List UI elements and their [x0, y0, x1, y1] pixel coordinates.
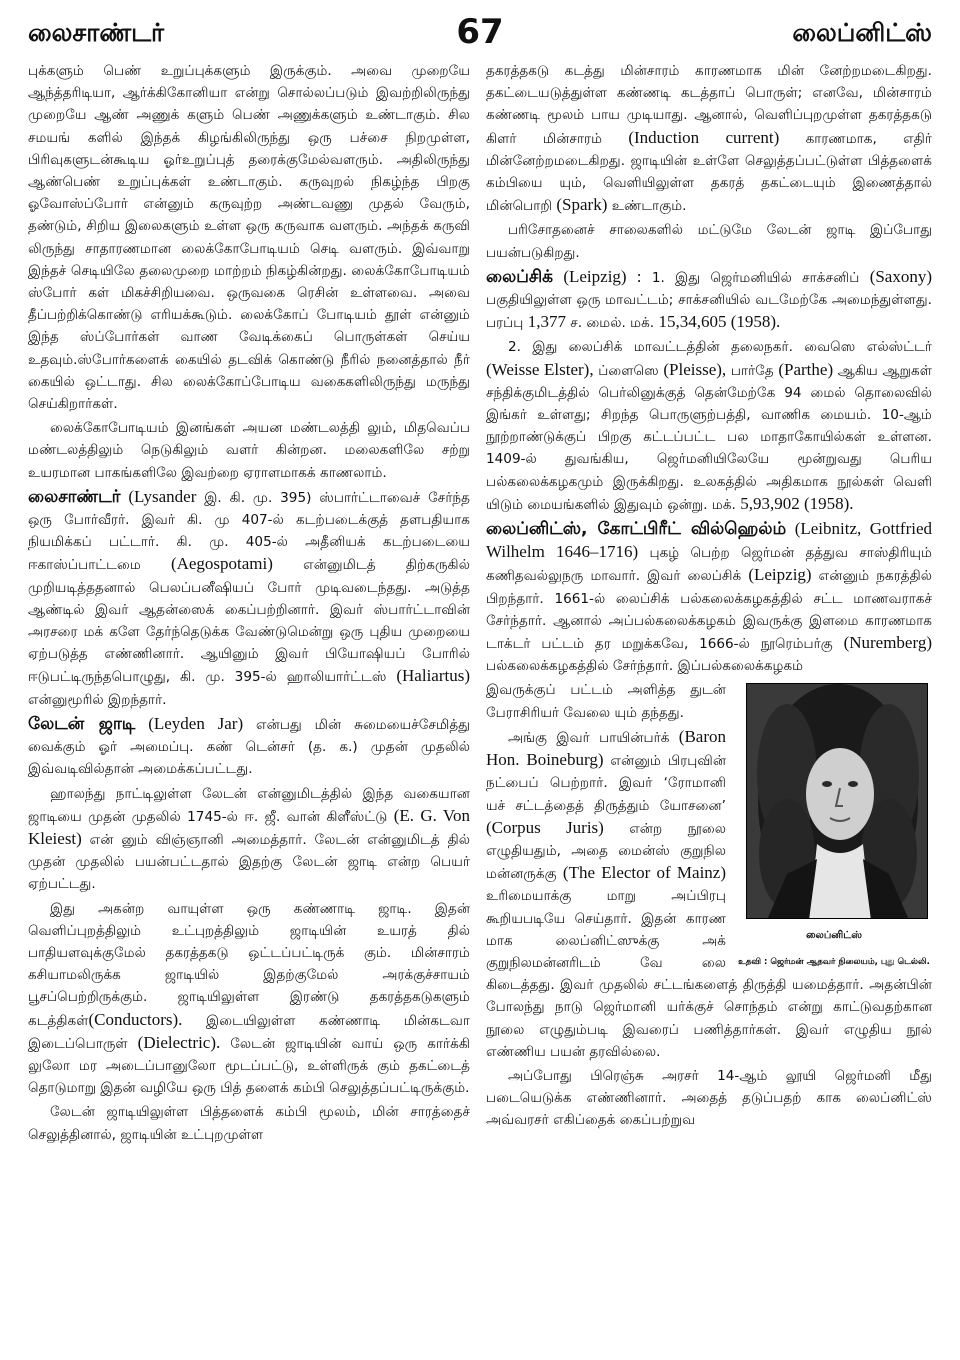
induction-current-english: (Induction current) [628, 127, 780, 147]
leibnitz-paragraph-4: அப்போது பிரெஞ்சு அரசர் 14-ஆம் லூயி ஜெர்மனி மீது படையெடுக்க எண்ணினார். அதைத் தடுப்பதற் காக லைப்னிட்ஸ் அவ்வரசர் எகிப்தைக் கைப்பற்றுவ [486, 1067, 932, 1129]
leibnitz-paragraph-3: அங்கு இவர் பாயின்பர்க் (Baron Hon. Boineburg) என்னும் பிரபுவின் நட்பைப் பெற்றார். இவர் ‘ரோமானி யச் சட்டத்தைத் திருத்தும் யோசனை’ (Corpus Juris) என்ற நூலை எழுதியதும், அதை மைன்ஸ் குறுநில மன்னருக்கு (The Elector of Mainz) உரிமையாக்கு மாறு அப்பிரபு கூறியபடியே செய்தார். இதன் காரண மாக லைப்னிட்ஸுக்கு அக் குறுநிலமன்னரிடம் வே லை கிடைத்தது. இவர் முதலில் சட்டங்களைத் திருத்தி யமைத்தார். அதன்பின் போலந்து நாடு ஜெர்மானி யர்க்குச் சொந்தம் என்று காட்டுவதற்கான நூலை எழுதும்படி இவரைப் பணித்தார்கள். இவர் எழுதிய நூல் எண்ணிய பயன் தரவில்லை. [486, 726, 932, 1060]
page-number: 67 [456, 12, 504, 52]
entry-leyden-jar [28, 713, 470, 781]
leyden-paragraph-3: இது அகன்ற வாயுள்ள ஒரு கண்ணாடி ஜாடி. இதன் வெளிப்புறத்திலும் உட்புறத்திலும் ஜாடியின் உயரத் தில் பாதியளவுக்குமேல் தகரத்தகடு ஒட்டப்பட்டிருக் கும். மின்சாரம் கசியாமலிருக்க ஜாடியில் இதற்குமேல் அரக்குச்சாயம் பூசப்பெற்றிருக்கும். ஜாடியிலுள்ள இரண்டு தகரத்தகடுகளும் கடத்திகள்(Conductors). இடையிலுள்ள கண்ணாடி மின்கடவா இடைப்பொருள் (Dielectric). லேடன் ஜாடியின் வாய் ஒரு கார்க்கி லுலோ மர அடைப்பானுலோ மூடப்பட்டு, உள்ளிருக் கும் தகட்டைத் தொடுமாறு இதன் வழியே ஒரு பித் தளைக் கம்பி செலுத்தப்பட்டிருக்கும். [28, 900, 470, 1097]
kleiest-english: (E. G. Von Kleiest) [28, 805, 470, 848]
spark-english: (Spark) [556, 195, 608, 215]
leyden-paragraph-2: ஹாலந்து நாட்டிலுள்ள லேடன் என்னுமிடத்தில் இந்த வகையான ஜாடியை முதன் முதலில் 1745-ல் ஈ. ஜீ. வான் கிளீஸ்ட்டு (E. G. Von Kleiest) என் னும் விஞ்ஞானி அமைத்தார். லேடன் என்னுமிடத் தில் முதன் முதலில் பயன்பட்டதால் இதற்கு லேடன் ஜாடி என்ற பெயர் ஏற்பட்டது. [28, 785, 470, 893]
running-head-right: லைப்னிட்ஸ் [792, 18, 932, 47]
lysander-text-3: என்னுமூரில் இறந்தார். [28, 691, 167, 708]
dielectric-english: (Dielectric). [137, 1032, 221, 1052]
entry-lysander [28, 486, 470, 711]
leipzig-english: (Leipzig) : [563, 266, 642, 286]
lysander-english: (Lysander [128, 486, 197, 506]
leibnitz-english: (Leibnitz, Gottfried Wilhelm 1646–1716) [486, 519, 932, 562]
headword-leibnitz: லைப்னிட்ஸ், கோட்பிரீட் வில்ஹெல்ம் [486, 519, 787, 540]
lycopodium-paragraph-2: லைக்கோபோடியம் இனங்கள் அயன மண்டலத்தி லும், மிதவெப்ப மண்டலத்திலும் நெடுகிலும் வளர் கின்றன. மலைகளிலே சற்று உயரமான பாகங்களிலே இவற்றை ஏராளமாகக் காணலாம். [28, 420, 470, 481]
page-header [28, 12, 932, 60]
headword-leyden-jar: லேடன் ஜாடி [28, 713, 136, 734]
leibnitz-figure [736, 683, 932, 968]
haliartus-english: (Haliartus) [396, 666, 470, 686]
conductors-english: (Conductors). [88, 1009, 183, 1029]
right-column [486, 60, 932, 1352]
leipzig-city: 2. இது லைப்சிக் மாவட்டத்தின் தலைநகர். வைஸெ எல்ஸ்ட்டர் (Weisse Elster), ப்ளைஸெ (Pleisse), பார்தே (Parthe) ஆகிய ஆறுகள் சந்திக்குமிடத்தில் பெர்லினுக்குத் தென்மேற்கே 94 மைல் தொலைவில் இங்கர் உள்ளது; சிறந்த பொருளுற்பத்தி, வாணிக மையம். 10-ஆம் நூற்றாண்டுக்குப் பிறகு கட்டப்பட்ட பல மாதாகோயில்கள் உள்ளன. 1409-ல் துவங்கிய, ஜெர்மனியிலேயே மூன்றுவது பெரிய பல்கலைக்கழகமும் இருக்கிறது. உலகத்தில் அதிகமாக நூல்கள் வெளி யிடும் மையங்களில் இதுவும் ஒன்று. மக். 5,93,902 (1958). [486, 339, 932, 513]
lysander-text-1: இ. கி. மு. 395) ஸ்பார்ட்டாவைச் சேர்ந்த ஒரு போர்வீரர். இவர் கி. மு 407-ல் கடற்படைக்குத் தளபதியாக நியமிக்கப் பட்டார். கி. மு. 405-ல் அதீனியக் கடற்படையை ஈகாஸ்ப்பாட்டமை [28, 489, 470, 574]
leyden-usage: பரிசோதனைச் சாலைகளில் மட்டுமே லேடன் ஜாடி இப்போது பயன்படுகிறது. [486, 222, 932, 261]
leyden-paragraph-4: லேடன் ஜாடியிலுள்ள பித்தளைக் கம்பி மூலம், மின் சாரத்தைச் செலுத்தினால், ஜாடியின் உட்புறமுள்ள [28, 1104, 470, 1143]
running-head-left: லைசாண்டர் [28, 18, 165, 47]
saxony-english: (Saxony) [869, 266, 932, 286]
headword-leipzig: லைப்சிக் [486, 266, 554, 287]
leyden-jar-text: என்பது மின் சுமையைச்சேமித்து வைக்கும் ஓர் அமைப்பு. கண் டென்சர் (த. க.) முதன் முதலில் இவ்வடிவில்தான் அமைக்கப்பட்டது. [28, 716, 470, 778]
entry-leibnitz: லைப்னிட்ஸ், கோட்பிரீட் வில்ஹெல்ம் (Leibnitz, Gottfried Wilhelm 1646–1716) புகழ் பெற்ற ஜெர்மன் தத்துவ சாஸ்திரியும் கணிதவல்லுநரு மாவார். இவர் லைப்சிக் (Leipzig) என்னும் நகரத்தில் பிறந்தார். 1661-ல் லைப்சிக் பல்கலைக்கழகத்தில் சட்ட மாணவராகச் சேர்ந்தார். ஆனால் அப்பல்கலைக்கழகம் இவருக்கு இளமை காரணமாக டாக்டர் பட்டம் தர மறுக்கவே, 1666-ல் நூரெம்பர்கு (Nuremberg) பல்கலைக்கழகத்தில் சேர்ந்தார். இப்பல்கலைக்கழகம் [486, 519, 932, 675]
lycopodium-paragraph-1: புக்களும் பெண் உறுப்புக்களும் இருக்கும். அவை முறையே ஆந்த்தரிடியா, ஆர்க்கிகோனியா என்று சொல்லப்படும் இவற்றிலிருந்து முறையே ஆண் அணுக் களும் பெண் அணுக்களும் உண்டாகும். சில சமயங் களில் இந்தக் கிழங்கிலிருந்து ஒரு பச்சை நிறமுள்ள, பிரிவுகளுடன்கூடிய ஓர்உறுப்புத் தரைக்குமேல்வளரும். அதிலிருந்து ஆண்பெண் உறுப்புக்கள் உண்டாகும். கருவுறல் நிகழ்ந்த பிறகு ஓவோஸ்ப்போர் என்னும் கருவுற்ற அண்டவணு முதல் வேரும், தண்டும், சிறிய இலைகளும் உள்ள ஒரு கருவாக வளரும். அந்தக் கருவி லிருந்து சாதாரணமான லைக்கோபோடியம் செடி வளரும். இவ்வாறு இந்தச் செடியிலே தலைமுறை மாற்றம் நிகழ்கின்றது. லைக்கோபோடியம் ஸ்போர் கள் மிகச்சிறியவை. ஒருவகை ரெசின் உள்ளவை. அவை தீப்பற்றிக்கொண்டு எரியக்கூடும். லைக்கோப் போடியம் தூள் என்னும் இந்த ஸ்ப்போர்கள் வாண வேடிக்கைப் பொருள்கள் செய்ய உதவும்.ஸ்போர்களைக் கையில் தடவிக் கொண்டு நீரில் நனைத்தால் நீர் கையில் ஒட்டாது. சில லைக்கோப்போடிய வகைகளிலிருந்து மருந்து செய்கிறார்கள். [28, 63, 470, 413]
leibnitz-portrait [746, 683, 928, 919]
leyden-continued: தகரத்தகடு கடத்து மின்சாரம் காரணமாக மின் னேற்றமடைகிறது. தகட்டையடுத்துள்ள கண்ணடி கடத்தாப் பொருள்; எனவே, மின்சாரம் கண்ணடி மூலம் பாய முடியாது. ஆனால், வெளிப்புறமுள்ள தகரத்தகடு கிளர் மின்சாரம் (Induction current) காரணமாக, எதிர் மின்னேற்றமடைகிறது. ஜாடியின் உள்ளே செலுத்தப்பட்டுள்ள பித்தளைக் கம்பியை யும், வெளியிலுள்ள தகரத் தகட்டையும் இணைத்தால் மின்பொறி (Spark) உண்டாகும். [486, 63, 932, 215]
figure-caption: லைப்னிட்ஸ் [806, 930, 862, 942]
portrait-image [747, 684, 928, 919]
leyden-jar-english: (Leyden Jar) [148, 713, 244, 733]
leibnitz-paragraph-2: இவருக்குப் பட்டம் அளித்த துடன் பேராசிரியர் வேலை யும் தந்தது. [486, 682, 726, 721]
aegospotami-english: (Aegospotami) [170, 554, 273, 574]
left-column [28, 60, 470, 1352]
headword-lysander: லைசாண்டர் [28, 486, 121, 507]
figure-credit: உதவி : ஜெர்மன் ஆதவர் நிலையம், புது டெல்லி. [738, 956, 930, 967]
entry-leipzig: லைப்சிக் (Leipzig) : 1. இது ஜெர்மனியில் சாக்சனிப் (Saxony) பகுதியிலுள்ள ஒரு மாவட்டம்; சாக்சனியில் வடமேற்கே அமைந்துள்ளது. பரப்பு 1,377 ச. மைல். மக். 15,34,605 (1958). [486, 266, 932, 332]
lysander-text-2: என்னுமிடத் திற்கருகில் முறியடித்ததனால் பெலப்பனீஷியப் போர் முடிவடைந்தது. அடுத்த ஆண்டில் இவர் ஆதன்ஸைக் கைப்பற்றினார். இவர் ஸ்பார்ட்டாவின் அரசரை மக் களே தேர்ந்தெடுக்க வேண்டுமென்று ஒரு புதிய முறையை ஏற்படுத்த எண்ணினார். ஆயினும் இவர் பியோஷியப் போரில் ஈடுபட்டிருந்தபொழுது, கி. மு. 395-ல் ஹாலியார்ட்டஸ் [28, 557, 470, 686]
